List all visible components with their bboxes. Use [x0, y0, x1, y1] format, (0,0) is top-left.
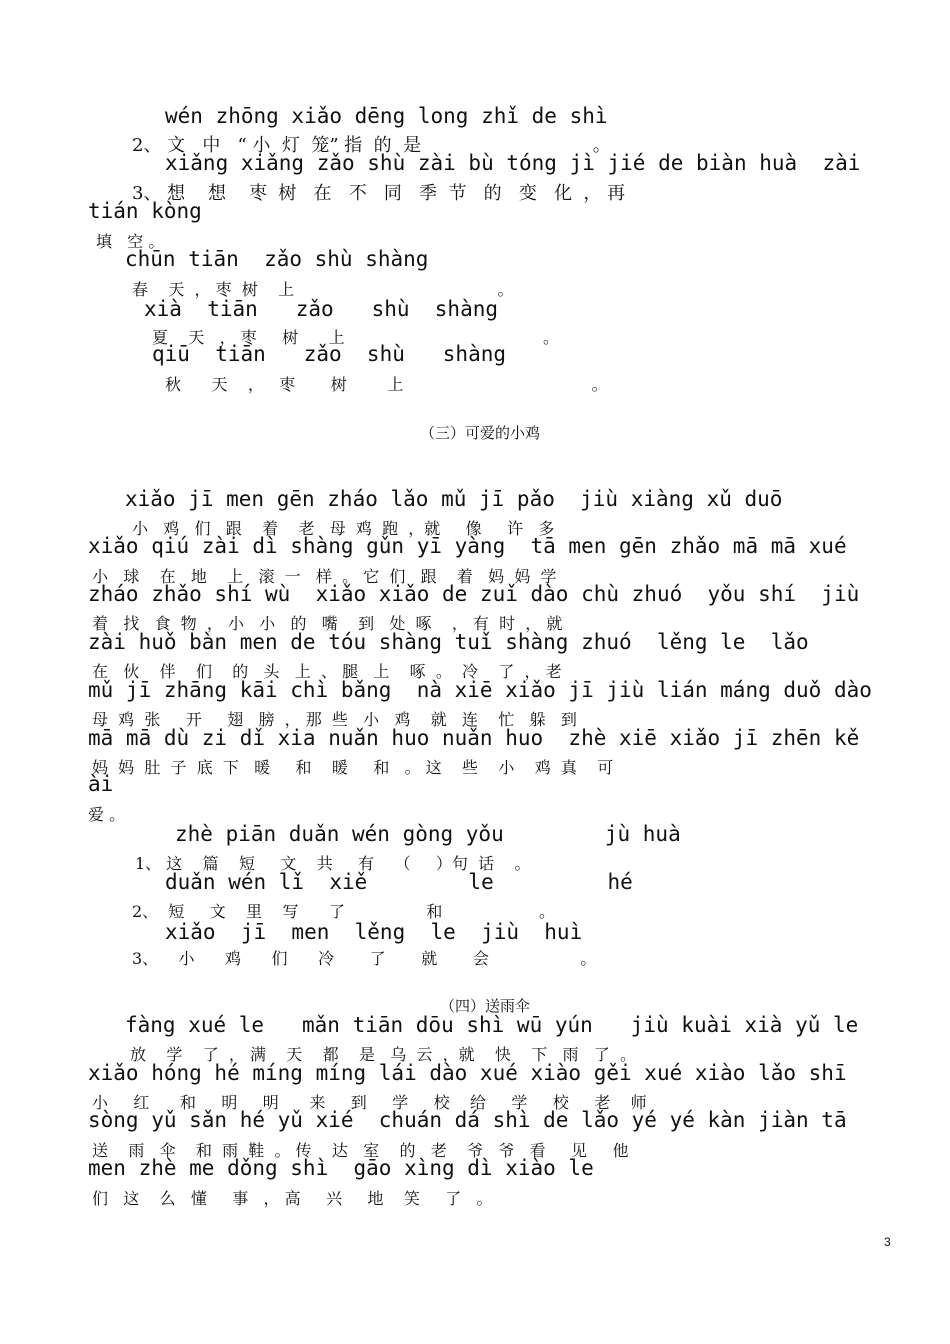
section-4-title: （四）送雨伞: [440, 997, 531, 1015]
passage-line: 小 鸡 们 跟 着 老 母 鸡 跑 ，就 像 许 多: [132, 519, 555, 538]
pinyin-line: xiǎo qiú zài dì shàng gǔn yī yàng tā men gēn zhǎo mā mā xué: [88, 534, 847, 558]
passage-line: 小 红 和 明 明 来 到 学 校 给 学 校 老 师: [92, 1093, 647, 1112]
passage-line: 在 伙 伴 们 的 头 上 、 腿 上 啄 。 冷 了 ， 老: [92, 662, 562, 681]
question-3-continuation: 填 空 。: [96, 232, 165, 251]
section-3-title: （三）可爱的小鸡: [420, 424, 541, 442]
pinyin-line: tián kòng: [88, 199, 202, 223]
question-1-line: 1、 这 篇 短 文 共 有 （ ）句 话 。: [135, 854, 531, 873]
pinyin-line: xiǎng xiǎng zǎo shù zài bù tóng jì jié de biàn huà zài: [165, 151, 861, 175]
pinyin-line: xiǎo jī men gēn zháo lǎo mǔ jī pǎo jiù xiàng xǔ duō: [125, 487, 783, 511]
pinyin-line: qiū tiān zǎo shù shàng: [152, 342, 507, 366]
pinyin-line: xiǎo jī men lěng le jiù huì: [165, 920, 583, 944]
pinyin-line: men zhè me dǒng shì gāo xìng dì xiào le: [88, 1156, 594, 1180]
pinyin-line: mǔ jī zhāng kāi chì bǎng nà xiē xiǎo jī jiù lián máng duǒ dào: [88, 678, 872, 702]
pinyin-line: duǎn wén lǐ xiě le hé: [165, 870, 633, 894]
pinyin-line: ài: [88, 772, 114, 796]
passage-line: 母 鸡 张 开 翅 膀 ， 那 些 小 鸡 就 连 忙 躲 到: [92, 710, 577, 729]
autumn-blank-line: 秋 天 ， 枣 树 上 。: [165, 375, 608, 394]
passage-line: 送 雨 伞 和 雨 鞋 。 传 达 室 的 老 爷 爷 看 见 他: [92, 1141, 629, 1160]
page-number: 3: [884, 1235, 891, 1249]
pinyin-line: mā mā dù zi dǐ xia nuǎn huo nuǎn huo zhè xiē xiǎo jī zhēn kě: [88, 726, 860, 750]
pinyin-line: zài huǒ bàn men de tóu shàng tuǐ shàng zhuó lěng le lǎo: [88, 630, 809, 654]
pinyin-line: xiǎo hóng hé míng míng lái dào xué xiào gěi xué xiào lǎo shī: [88, 1061, 847, 1085]
passage-line: 妈 妈 肚 子 底 下 暖 和 暖 和 。 这 些 小 鸡 真 可: [92, 758, 614, 777]
pinyin-line: fàng xué le mǎn tiān dōu shì wū yún jiù kuài xià yǔ le: [125, 1013, 859, 1037]
question-2-line: 2、 文 中 “ 小 灯 笼” 指 的 是 。: [132, 135, 611, 156]
passage-line: 们 这 么 懂 事 ， 高 兴 地 笑 了 。: [92, 1189, 493, 1208]
pinyin-line: wén zhōng xiǎo dēng long zhǐ de shì: [165, 104, 608, 128]
passage-line: 小 球 在 地 上 滚 一 样 。 它 们 跟 着 妈 妈 学: [92, 567, 557, 586]
pinyin-line: sòng yǔ sǎn hé yǔ xié chuán dá shì de lǎo yé yé kàn jiàn tā: [88, 1108, 847, 1132]
question-3-line: 3、 想 想 枣 树 在 不 同 季 节 的 变 化 ， 再: [132, 183, 626, 204]
passage-line: 爱 。: [88, 805, 126, 824]
summer-blank-line: 夏 天 ， 枣 树 上 。: [152, 328, 559, 347]
pinyin-line: chūn tiān zǎo shù shàng: [125, 247, 429, 271]
question-3-line: 3、 小 鸡 们 冷 了 就 会 。: [132, 949, 597, 968]
pinyin-line: zhè piān duǎn wén gòng yǒu jù huà: [175, 822, 681, 846]
question-2-line: 2、 短 文 里 写 了 和 。: [132, 902, 555, 921]
pinyin-line: xià tiān zǎo shù shàng: [144, 297, 499, 321]
passage-line: 着 找 食 物 ， 小 小 的 嘴 到 处 啄 ， 有 时 ， 就: [92, 614, 563, 633]
spring-blank-line: 春 天 ， 枣 树 上 。: [132, 280, 514, 299]
pinyin-line: zháo zhǎo shí wù xiǎo xiǎo de zuǐ dào chù zhuó yǒu shí jiù: [88, 582, 860, 606]
passage-line: 放 学 了 ， 满 天 都 是 乌 云 ，就 快 下 雨 了 。: [130, 1045, 636, 1064]
